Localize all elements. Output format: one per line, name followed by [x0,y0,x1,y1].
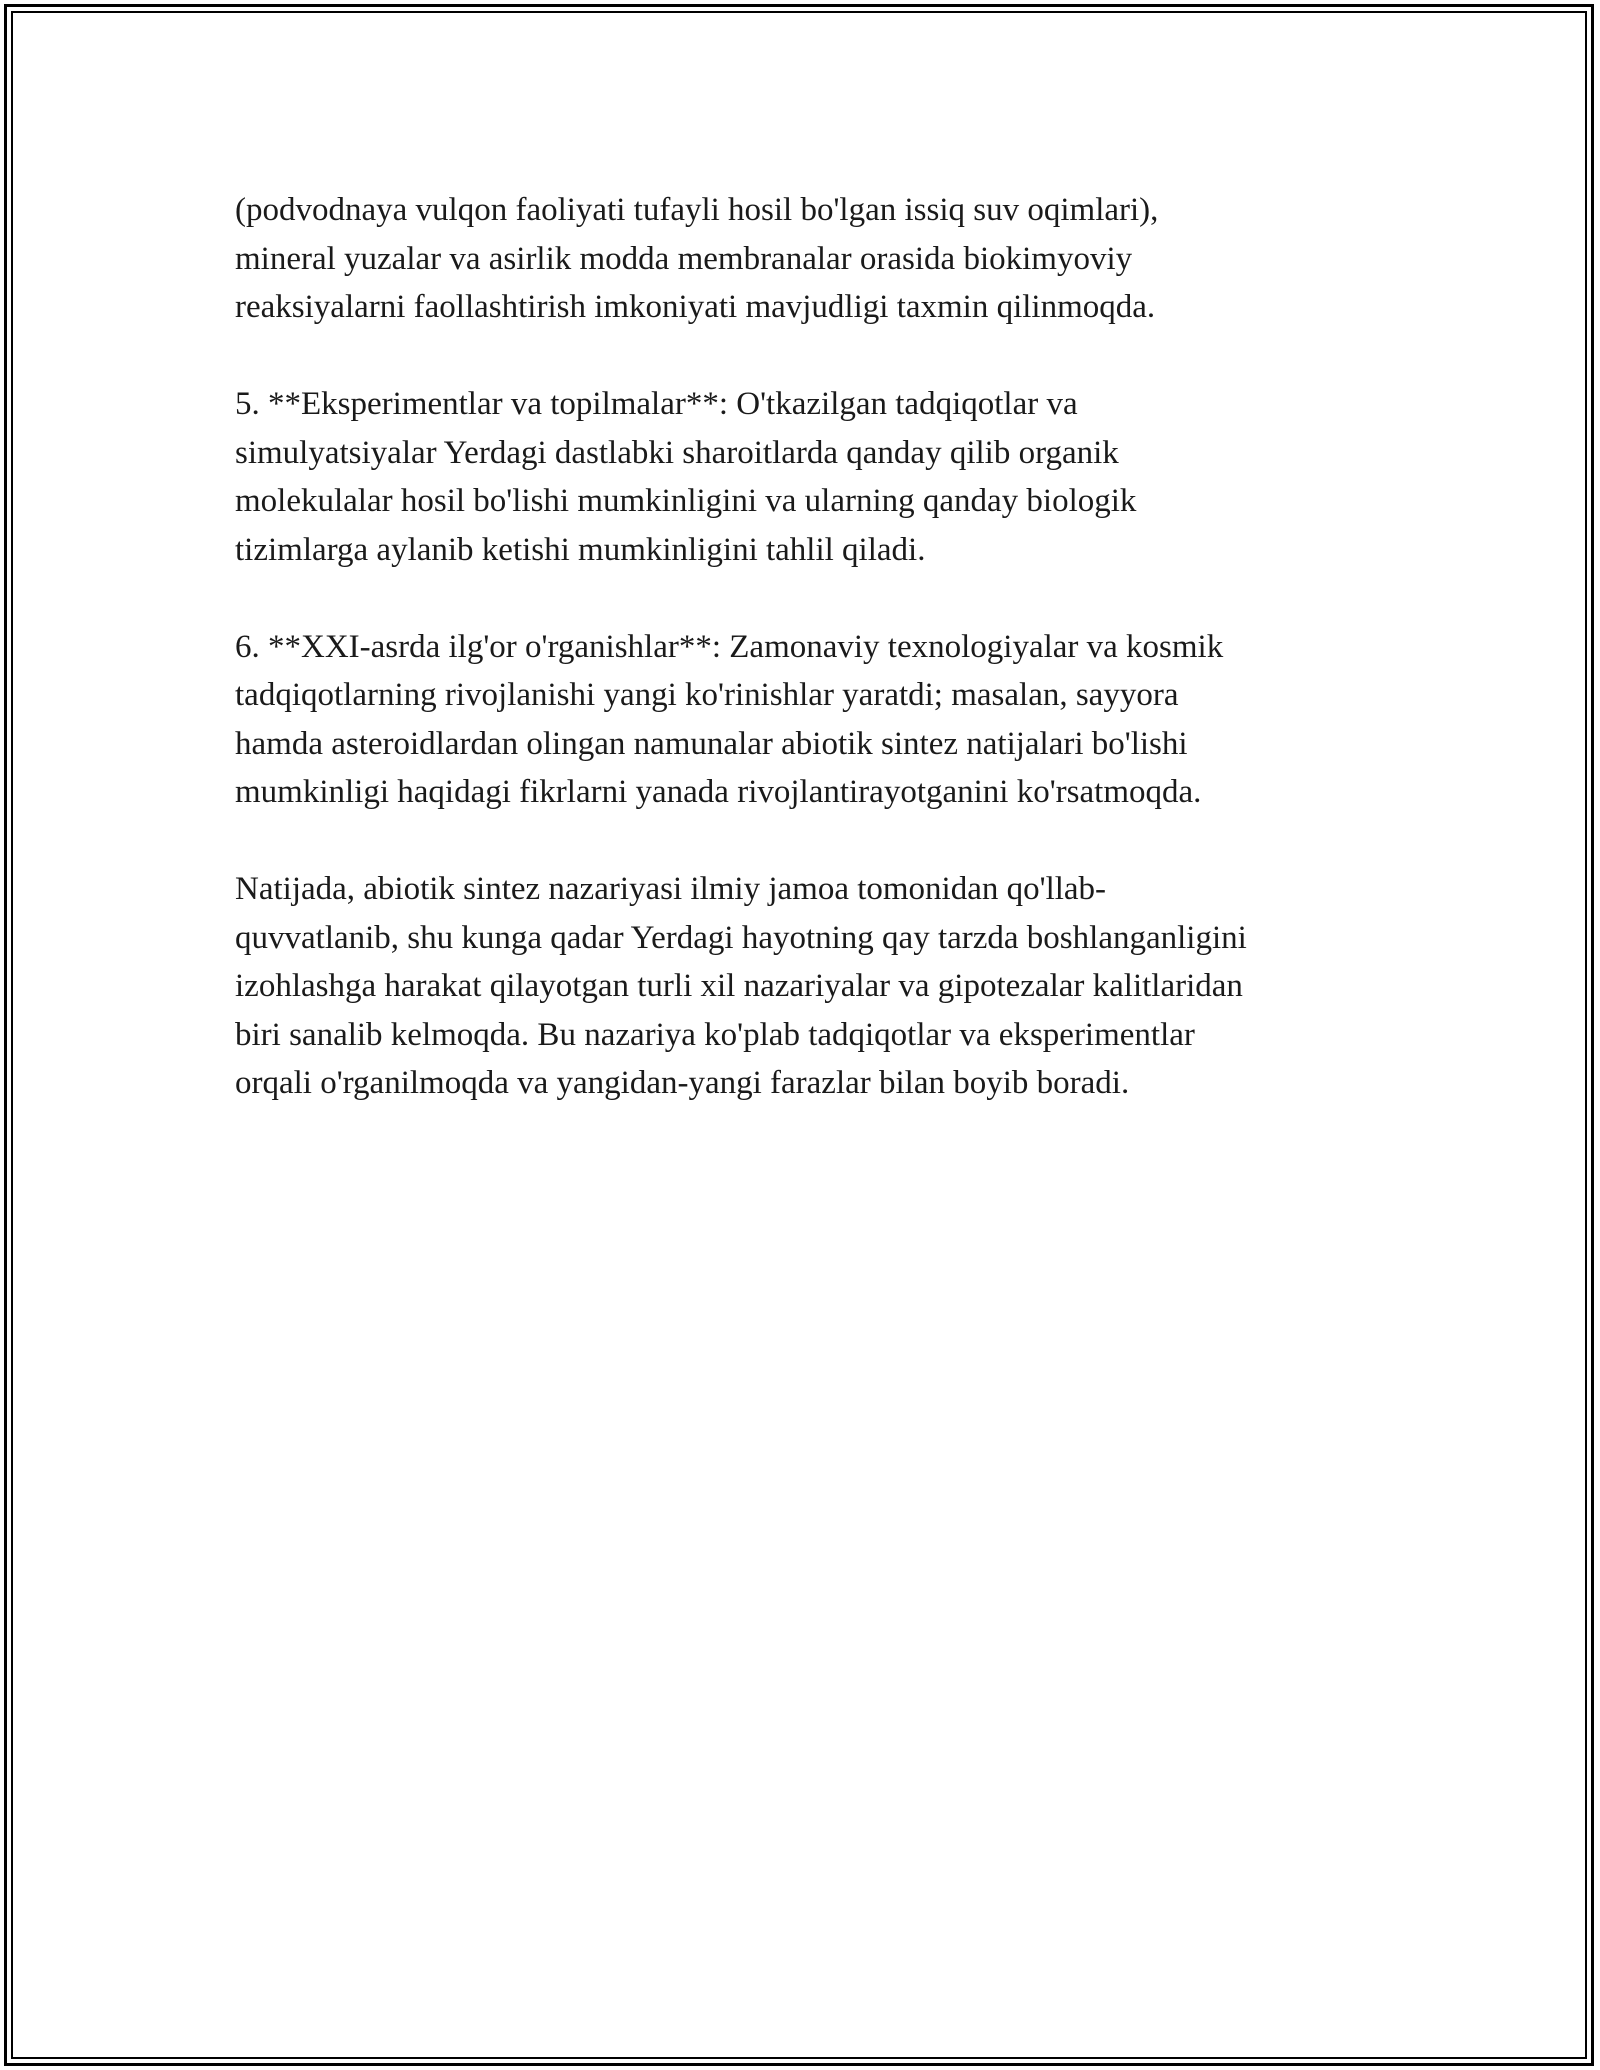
paragraph-continuation [235,186,1395,332]
text-line: simulyatsiyalar Yerdagi dastlabki sharoitlarda qanday qilib organik [235,434,1119,471]
text-line: quvvatlanib, shu kunga qadar Yerdagi hayotning qay tarzda boshlanganligini [235,919,1247,956]
paragraph-item-5 [235,380,1395,574]
text-line: Natijada, abiotik sintez nazariyasi ilmiy jamoa tomonidan qo'llab- [235,871,1107,907]
paragraph-item-6 [235,623,1395,817]
text-line: orqali o'rganilmoqda va yangidan-yangi farazlar bilan boyib boradi. [235,1065,1130,1101]
text-line: tadqiqotlarning rivojlanishi yangi ko'rinishlar yaratdi; masalan, sayyora [235,677,1179,713]
document-body [235,186,1395,1156]
text-line: izohlashga harakat qilayotgan turli xil nazariyalar va gipotezalar kalitlaridan [235,968,1243,1004]
text-line: tizimlarga aylanib ketishi mumkinligini tahlil qiladi. [235,531,926,568]
text-line: (podvodnaya vulqon faoliyati tufayli hosil bo'lgan issiq suv oqimlari), [235,192,1159,228]
text-line: hamda asteroidlardan olingan namunalar abiotik sintez natijalari bo'lishi [235,725,1188,762]
text-line: reaksiyalarni faollashtirish imkoniyati mavjudligi taxmin qilinmoqda. [235,289,1156,325]
text-line: mumkinligi haqidagi fikrlarni yanada rivojlantirayotganini ko'rsatmoqda. [235,774,1202,810]
text-line: biri sanalib kelmoqda. Bu nazariya ko'plab tadqiqotlar va eksperimentlar [235,1016,1195,1053]
text-line: molekulalar hosil bo'lishi mumkinligini va ularning qanday biologik [235,483,1137,519]
text-line: mineral yuzalar va asirlik modda membranalar orasida biokimyoviy [235,240,1133,277]
text-line: 5. **Eksperimentlar va topilmalar**: O'tkazilgan tadqiqotlar va [235,386,1078,422]
paragraph-conclusion [235,865,1395,1108]
text-line: 6. **XXI-asrda ilg'or o'rganishlar**: Zamonaviy texnologiyalar va kosmik [235,628,1224,665]
